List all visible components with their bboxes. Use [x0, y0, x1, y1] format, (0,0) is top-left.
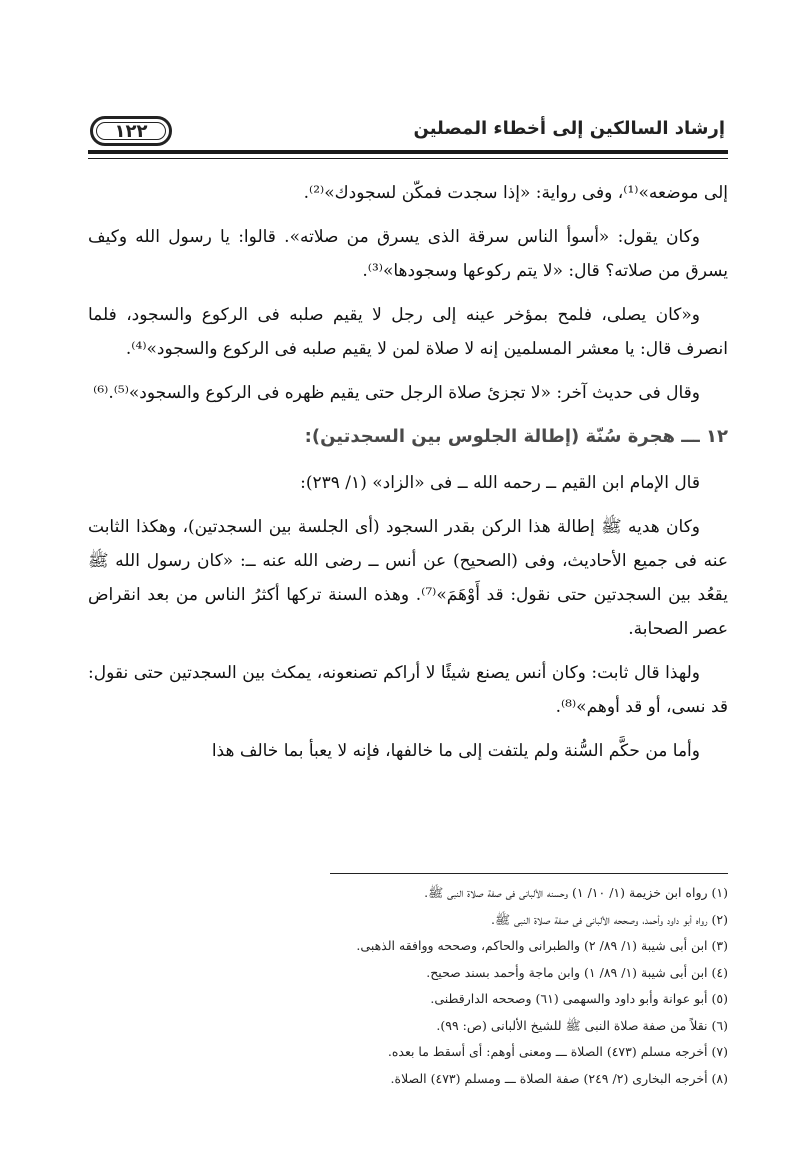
- footnote: (٦) نقلاً من صفة صلاة النبى ﷺ للشيخ الألبانى (ص: ٩٩).: [436, 1017, 728, 1033]
- footnote: (١) رواه ابن خزيمة (١/ ١٠/ ١) وحسنه الألبانى فى صفة صلاة النبى ﷺ.: [424, 885, 728, 900]
- paragraph: وأما من حكَّم السُّنة ولم يلتفت إلى ما خالفها، فإنه لا يعبأ بما خالف هذا: [211, 741, 700, 761]
- header-rule-thin: [88, 158, 728, 159]
- page-number-badge: [90, 116, 172, 146]
- paragraph: ولهذا قال ثابت: وكان أنس يصنع شيئًا لا أراكم تصنعونه، يمكث بين السجدتين حتى نقول: قد نسى، أو قد أوهم»⁽⁸⁾.: [88, 663, 728, 717]
- footnote-separator: [330, 873, 728, 874]
- running-header: [90, 116, 725, 164]
- footnote: (٥) أبو عوانة وأبو داود والسهمى (٦١) وصححه الدارقطنى.: [430, 991, 728, 1006]
- paragraph: وقال فى حديث آخر: «لا تجزئ صلاة الرجل حتى يقيم ظهره فى الركوع والسجود»⁽⁵⁾.⁽⁶⁾: [93, 383, 700, 403]
- paragraph: وكان هديه ﷺ إطالة هذا الركن بقدر السجود (أى الجلسة بين السجدتين)، وهكذا الثابت عنه فى جميع الأحاديث، وفى (الصحيح) عن أنس ــ رضى الله عنه ــ: «كان رسول الله ﷺ يقعُد بين السجدتين حتى نقول: قد أَوْهَمَ»⁽⁷⁾. وهذه السنة تركها أكثرُ الناس من بعد انقراض عصر الصحابة.: [88, 517, 728, 639]
- paragraph: قال الإمام ابن القيم ــ رحمه الله ــ فى «الزاد» (١/ ٢٣٩):: [300, 473, 700, 493]
- footnote: (٧) أخرجه مسلم (٤٧٣) الصلاة ـــ ومعنى أوهم: أى أسقط ما بعده.: [387, 1044, 728, 1059]
- page-number: ١٢٢: [114, 120, 148, 142]
- footnotes: [88, 880, 728, 1092]
- paragraph: إلى موضعه»⁽¹⁾، وفى رواية: «إذا سجدت فمكّن لسجودك»⁽²⁾.: [303, 183, 728, 203]
- footnote: (٤) ابن أبى شيبة (١/ ٨٩/ ١) وابن ماجة وأحمد بسند صحيح.: [426, 964, 728, 980]
- header-rule-thick: [88, 150, 728, 154]
- book-title: إرشاد السالكين إلى أخطاء المصلين: [413, 118, 725, 139]
- section-heading: ١٢ ـــ هجرة سُنّة (إطالة الجلوس بين السجدتين):: [304, 426, 728, 447]
- footnote: (٣) ابن أبى شيبة (١/ ٨٩/ ٢) والطبرانى والحاكم، وصححه ووافقه الذهبى.: [356, 938, 728, 953]
- paragraph: وكان يقول: «أسوأ الناس سرقة الذى يسرق من صلاته». قالوا: يا رسول الله وكيف يسرق من صلاته؟ قال: «لا يتم ركوعها وسجودها»⁽³⁾.: [88, 227, 728, 281]
- footnote: (٨) أخرجه البخارى (٢/ ٢٤٩) صفة الصلاة ـــ ومسلم (٤٧٣) الصلاة.: [390, 1070, 728, 1086]
- paragraph: و«كان يصلى، فلمح بمؤخر عينه إلى رجل لا يقيم صلبه فى الركوع والسجود، فلما انصرف قال: يا معشر المسلمين إنه لا صلاة لمن لا يقيم صلبه فى الركوع والسجود»⁽⁴⁾.: [88, 305, 728, 359]
- main-text: [88, 176, 728, 778]
- footnote: (٢) رواه أبو داود وأحمد، وصححه الألبانى فى صفة صلاة النبى ﷺ.: [490, 911, 728, 927]
